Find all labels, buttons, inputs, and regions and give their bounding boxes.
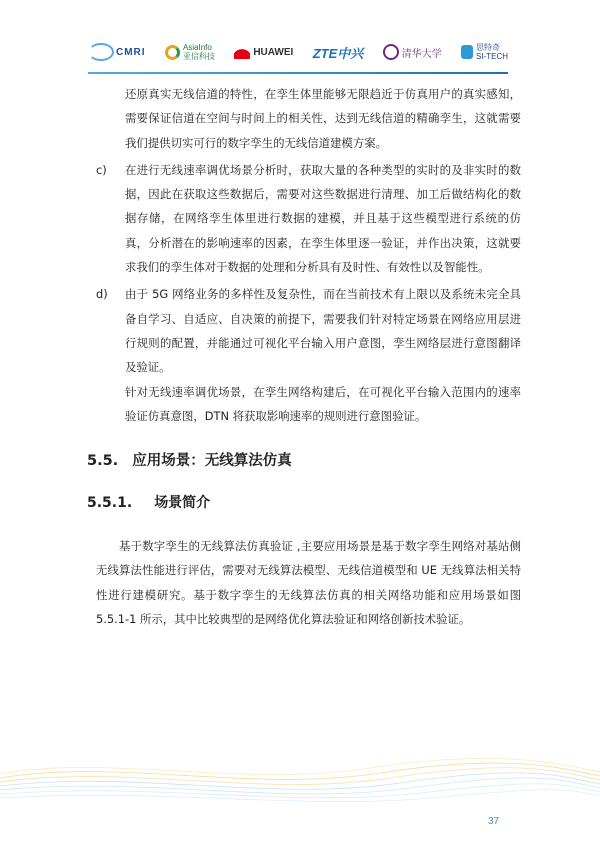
section-title: 应用场景：无线算法仿真	[132, 453, 292, 470]
subsection-heading	[87, 490, 521, 516]
list-item-text: 在进行无线速率调优场景分析时，获取大量的各种类型的实时的及非实时的数据，因此在获取这些数据后，需要对这些数据进行清理、加工后做结构化的数据存储，在网络孪生体里进行数据的建模，并且基于这些模型进行系统的仿真，分析潜在的影响速率的因素，在孪生体里逐一验证，并作出决策，这就要求我们的孪生体对于数据的处理和分析具有及时性、有效性以及智能性。	[125, 162, 521, 275]
asiainfo-ring-icon	[165, 45, 180, 60]
huawei-logo	[234, 45, 293, 59]
huawei-logo-text: HUAWEI	[253, 46, 294, 58]
cmri-logo	[88, 43, 146, 61]
intro-paragraph: 还原真实无线信道的特性，在孪生体里能够无限趋近于仿真用户的真实感知，需要保证信道在空间与时间上的相关性，达到无线信道的精确孪生，这就需要我们提供切实可行的数字孪生的无线信道建模方案。	[125, 87, 521, 150]
header-divider	[88, 72, 508, 74]
subsection-number: 5.5.1.	[87, 495, 133, 512]
section-number: 5.5.	[87, 453, 119, 470]
asiainfo-logo	[165, 43, 215, 61]
page-number: 37	[488, 816, 500, 827]
tsinghua-logo-text: 清华大学	[401, 48, 442, 60]
asiainfo-logo-text: AsiaInfo	[182, 43, 212, 52]
body-paragraph: 基于数字孪生的无线算法仿真验证 ,主要应用场景是基于数字孪生网络对基站侧无线算法性能进行评估，需要对无线算法模型、无线信道模型和 UE 无线算法相关特性进行建模研究。基于数字孪生的无线算法仿真的相关网络功能和应用场景如图 5.5.1-1 所示，其中比较典型的是网络优化算法验证和网络创新技术验证。	[96, 539, 521, 627]
list-marker: d)	[96, 287, 108, 302]
section-heading	[87, 448, 521, 474]
page-header	[0, 0, 600, 80]
list-item-c	[96, 158, 521, 279]
huawei-flower-icon	[234, 45, 250, 59]
cmri-swirl-icon	[88, 43, 114, 61]
zte-logo	[313, 43, 364, 62]
cmri-logo-text: CMRI	[116, 46, 146, 58]
followup-paragraph: 针对无线速率调优场景，在孪生网络构建后，在可视化平台输入范围内的速率验证仿真意图，DTN 将获取影响速率的规则进行意图验证。	[125, 384, 521, 423]
subsection-title: 场景简介	[154, 495, 211, 512]
sitech-logo-cn-text: 思特奇	[476, 43, 500, 52]
partner-logos	[88, 38, 508, 66]
sitech-mark-icon	[461, 45, 473, 59]
list-item-d	[96, 282, 521, 379]
tsinghua-logo	[383, 44, 442, 60]
sitech-logo	[461, 43, 508, 61]
footer-wave-decoration	[0, 748, 600, 818]
list-item-text: 由于 5G 网络业务的多样性及复杂性，而在当前技术有上限以及系统未完全具备自学习、自适应、自决策的前提下，需要我们针对特定场景在网络应用层进行规则的配置，并能通过可视化平台输入用户意图，孪生网络层进行意图翻译及验证。	[125, 287, 521, 375]
asiainfo-logo-cn-text: 亚信科技	[182, 52, 215, 61]
page-content	[87, 82, 521, 631]
list-marker: c)	[96, 162, 107, 177]
tsinghua-seal-icon	[383, 44, 399, 60]
sitech-logo-text: SI-TECH	[476, 52, 508, 61]
zte-logo-text: ZTE中兴	[312, 45, 364, 61]
